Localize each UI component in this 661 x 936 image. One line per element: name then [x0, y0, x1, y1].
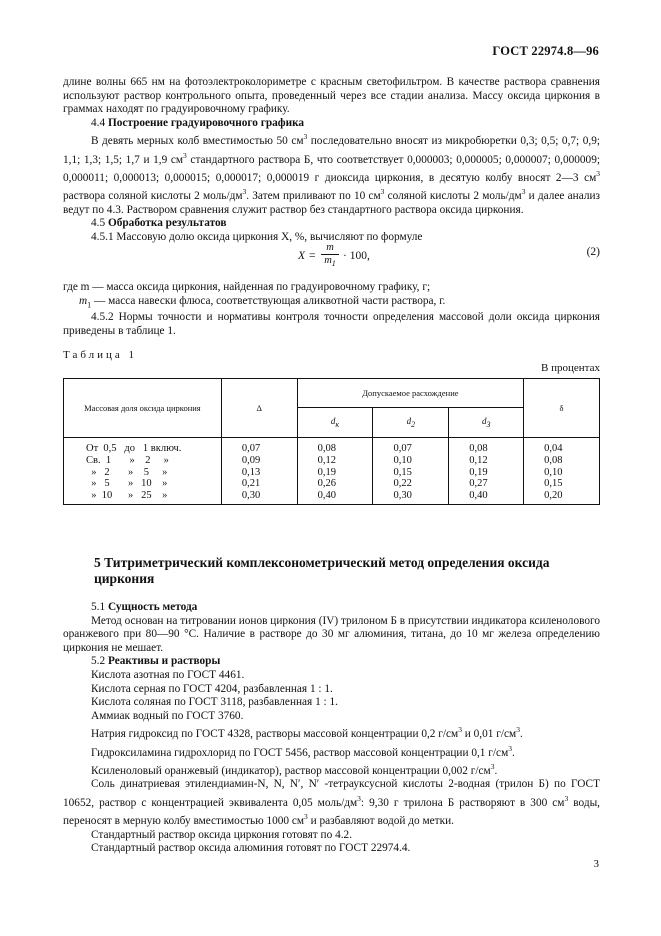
section-4-4-heading: 4.4 Построение градуировочного графика — [91, 116, 305, 129]
where-line-1: где m — масса оксида циркония, найденная по градуировочному графику, г; — [63, 281, 431, 293]
section-4-5-2-text: 4.5.2 Нормы точности и нормативы контроля точности определения массовой доли оксида циркония приведены в таблице 1. — [63, 311, 600, 338]
formula-rhs: · 100, — [343, 250, 370, 262]
section-5-1-text: Метод основан на титровании ионов циркония (IV) трилоном Б в присутствии индикатора ксиленолового оранжевого при 80—90 °С. Наличие в растворе до 30 мг алюминия, титана, до 10 мг железа определению циркония не мешает. — [63, 614, 600, 654]
header-d2: d2 — [373, 408, 449, 438]
formula-2 — [63, 242, 600, 272]
section-5-2-heading: 5.2 Реактивы и растворы — [91, 655, 221, 668]
table-row: » 10 » 25 » 0,30 0,40 0,30 0,40 0,20 — [64, 490, 600, 504]
formula-numerator: m — [326, 242, 334, 253]
page-number: 3 — [593, 858, 599, 870]
body-text-section-5 — [63, 601, 600, 856]
reagent-item: Стандартный раствор оксида алюминия готовят по ГОСТ 22974.4. — [91, 842, 411, 855]
header-d3: d3 — [449, 408, 524, 438]
paragraph-continuation: длине волны 665 нм на фотоэлектроколориметре с красным светофильтром. В качестве раствора сравнения используют раствор контрольного опыта, проведенный через все стадии анализа. Массу оксида циркония в граммах находят по градуировочному графику. — [63, 76, 600, 116]
table-row: Св. 1 » 2 » 0,09 0,12 0,10 0,12 0,08 — [64, 455, 600, 467]
formula-fraction — [321, 242, 339, 270]
body-text-top — [63, 76, 600, 245]
table-row: От 0,5 до 1 включ. 0,07 0,08 0,07 0,08 0,04 — [64, 438, 600, 455]
table-caption: Таблица 1 — [63, 349, 138, 361]
formula-number: (2) — [586, 246, 600, 258]
reagent-item: Ксиленоловый оранжевый (индикатор), раствор массовой концентрации 0,002 $г/см^3$. — [91, 762, 498, 777]
precision-table — [63, 378, 600, 505]
section-5-1-heading: 5.1 Сущность метода — [91, 601, 198, 613]
header-dk: dк — [297, 408, 373, 438]
header-mass-fraction: Массовая доля оксида циркония — [64, 379, 222, 438]
section-4-5-heading: 4.5 Обработка результатов — [91, 217, 227, 230]
reagent-item: Натрия гидроксид по ГОСТ 4328, растворы массовой концентрации 0,2 $г/см^3$ и 0,01 $г/см^3$. — [91, 725, 523, 741]
reagent-item: Кислота соляная по ГОСТ 3118, разбавленная 1 : 1. — [91, 696, 338, 709]
reagent-item: Кислота азотная по ГОСТ 4461. — [91, 668, 245, 681]
reagent-item: Кислота серная по ГОСТ 4204, разбавленная 1 : 1. — [91, 682, 333, 695]
body-text-where — [63, 281, 600, 339]
table-row: » 2 » 5 » 0,13 0,19 0,15 0,19 0,10 — [64, 467, 600, 479]
table-row: » 5 » 10 » 0,21 0,26 0,22 0,27 0,15 — [64, 478, 600, 490]
section-5-heading: 5 Титриметрический комплексонометрический метод определения оксида циркония — [94, 555, 550, 586]
reagent-item: Стандартный раствор оксида циркония готовят по 4.2. — [91, 828, 353, 841]
table-unit: В процентах — [541, 362, 600, 374]
formula-lhs: X — [298, 250, 306, 262]
section-4-4-text: В девять мерных колб вместимостью 50 $см^3$ последовательно вносят из микробюретки 0,3; 0,5; 0,7; 0,9; 1,1; 1,3; 1,5; 1,7 и 1,9 $см^3$ стандартного раствора Б, что соответствует 0,000003; 0,000005; 0,000007; 0,000009; 0,000011; 0,000013; 0,000015; 0,000017; 0,000019 г диоксида циркония, в десятую колбу вносят 2—3 $см^3$ раствора соляной кислоты 2 моль/$дм^3$. Затем приливают по 10 $см^3$ соляной кислоты 2 моль/$дм^3$ и далее анализ ведут по 4.3. Раствором сравнения служит раствор без стандартного раствора оксида циркония. — [63, 132, 600, 216]
where-line-2: $m_1$ — масса навески флюса, соответствующая аликвотной части раствора, г. — [79, 294, 446, 309]
reagent-item: Соль динатриевая этилендиамин-N, N, N′, N′ -тетрауксусной кислоты 2-водная (трилон Б) по ГОСТ 10652, раствор с концентрацией эквивалента 0,05 моль/$дм^3$: 9,30 г трилона Б растворяют в 300 $см^3$ воды, переносят в мерную колбу вместимостью 1000 $см^3$ и разбавляют водой до метки. — [63, 778, 600, 828]
header-allowable-discrepancy: Допускаемое расхождение — [297, 379, 523, 408]
formula-denominator: $m_1$ — [324, 255, 336, 269]
document-header: ГОСТ 22974.8—96 — [492, 44, 599, 58]
header-small-delta: δ — [524, 379, 600, 438]
reagent-item: Гидроксиламина гидрохлорид по ГОСТ 5456, раствор массовой концентрации 0,1 $г/см^3$. — [91, 743, 515, 759]
reagent-item: Аммиак водный по ГОСТ 3760. — [91, 709, 244, 722]
header-delta: Δ — [221, 379, 297, 438]
formula-equals: = — [309, 250, 316, 262]
section-4-5-1-text: 4.5.1 Массовую долю оксида циркония X, %, вычисляют по формуле — [91, 231, 423, 243]
